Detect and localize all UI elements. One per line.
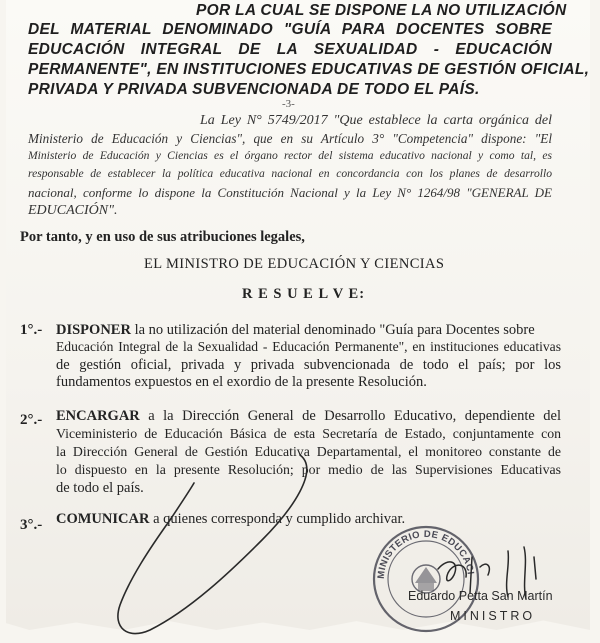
title-line-4: PERMANENTE", EN INSTITUCIONES EDUCATIVAS DE GESTIÓN OFICIAL,: [28, 61, 590, 78]
title-line-1: POR LA CUAL SE DISPONE LA NO UTILIZACIÓN: [196, 2, 567, 19]
article-2-line-4: lo dispuesto en la presente Resolución; por medio de las Supervisiones Educativas: [56, 462, 561, 477]
considerando-line-4: responsable de establecer la política educativa nacional en concordancia con los planes de desarrollo: [28, 167, 552, 180]
article-1-line-3: de gestión oficial, privada y privada subvencionada de todo el país; por los: [56, 357, 561, 373]
article-2-verb: ENCARGAR: [56, 408, 140, 424]
article-3-number: 3°.-: [20, 517, 43, 533]
article-1-verb: DISPONER: [56, 322, 131, 338]
considerando-line-5: nacional, conforme lo dispone la Constitución Nacional y la Ley N° 1264/98 "GENERAL DE: [28, 185, 552, 200]
considerando-line-2: Ministerio de Educación y Ciencias", que en su Artículo 3° "Competencia" dispone: "El: [28, 131, 552, 146]
article-1-number: 1°.-: [20, 322, 43, 338]
article-1-line-4: fundamentos expuestos en el exordio de la presente Resolución.: [56, 374, 427, 390]
article-2-line-3: la Dirección General de Gestión Educativa Departamental, el monitoreo constante de: [56, 444, 561, 459]
page-number: -3-: [282, 98, 295, 110]
title-line-2: DEL MATERIAL DENOMINADO "GUÍA PARA DOCENTES SOBRE: [28, 21, 552, 38]
article-2-first-text: a la Dirección General de Desarrollo Educativo, dependiente del: [139, 408, 561, 424]
considerando-line-1: La Ley N° 5749/2017 "Que establece la carta orgánica del: [200, 113, 552, 128]
signer-title: MINISTRO: [450, 609, 536, 623]
resuelve-heading: R E S U E L V E:: [242, 286, 366, 302]
title-line-5: PRIVADA Y PRIVADA SUBVENCIONADA DE TODO EL PAÍS.: [28, 81, 480, 98]
por-tanto-text: Por tanto, y en uso de sus atribuciones legales,: [20, 229, 305, 245]
article-2-line-5: de todo el país.: [56, 480, 144, 496]
article-1-line-2: Educación Integral de la Sexualidad - Educación Permanente", en instituciones educativas: [56, 339, 561, 354]
considerando-line-3: Ministerio de Educación y Ciencias es el órgano rector del sistema educativo nacional y como tal, es: [28, 149, 552, 162]
article-2-line-2: Viceministerio de Educación Básica de esta Secretaría de Estado, conjuntamente con: [56, 426, 561, 441]
article-3-first-text: a quienes corresponda y cumplido archivar.: [149, 511, 406, 527]
article-2-number: 2°.-: [20, 412, 43, 428]
stamp-text: MINISTERIO DE EDUCACI: [375, 528, 476, 580]
signature-block: [368, 517, 598, 637]
article-1-first-text: la no utilización del material denominado "Guía para Docentes sobre: [130, 322, 535, 338]
considerando-line-6: EDUCACIÓN".: [28, 203, 118, 218]
article-3-verb: COMUNICAR: [56, 511, 150, 527]
minister-heading: EL MINISTRO DE EDUCACIÓN Y CIENCIAS: [144, 256, 445, 272]
title-line-3: EDUCACIÓN INTEGRAL DE LA SEXUALIDAD - EDUCACIÓN: [28, 41, 552, 58]
signer-name: Eduardo Petta San Martín: [408, 589, 553, 603]
